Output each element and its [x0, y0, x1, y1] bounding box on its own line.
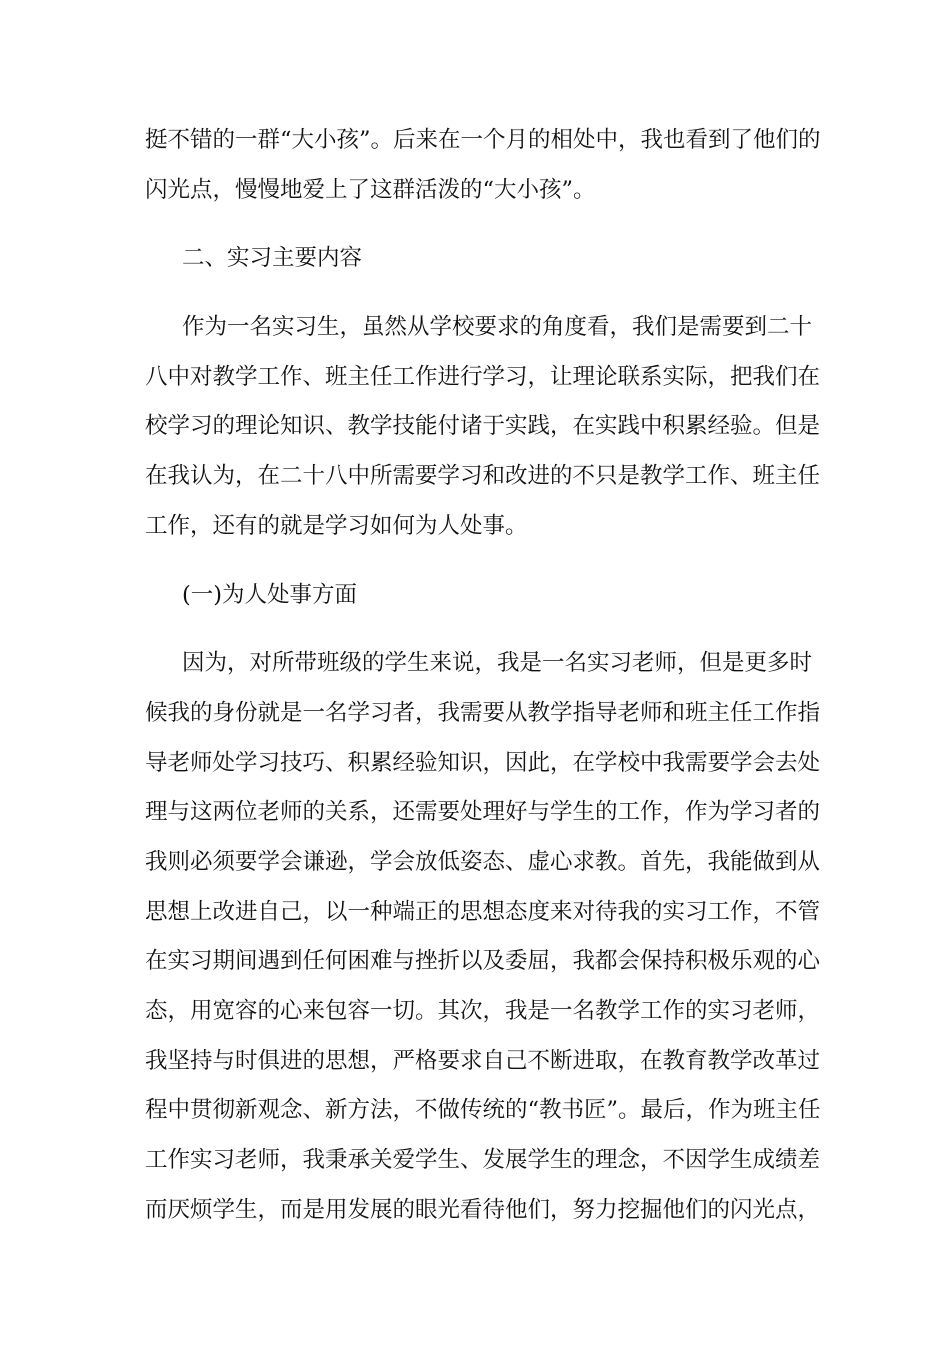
body-text-line: 在实习期间遇到任何困难与挫折以及委屈，我都会保持积极乐观的心: [145, 948, 821, 975]
body-text-line: 理与这两位老师的关系，还需要处理好与学生的工作，作为学习者的: [145, 799, 821, 826]
body-text-line: 作为一名实习生，虽然从学校要求的角度看，我们是需要到二十: [182, 314, 813, 341]
body-text-line: 八中对教学工作、班主任工作进行学习，让理论联系实际，把我们在: [145, 363, 821, 390]
body-text-line: 工作，还有的就是学习如何为人处事。: [145, 512, 528, 539]
body-text-line: 校学习的理论知识、教学技能付诸于实践，在实践中积累经验。但是: [145, 413, 821, 440]
document-page: [145, 116, 821, 1235]
body-text-line: 我则必须要学会谦逊，学会放低姿态、虚心求教。首先，我能做到从: [145, 848, 821, 875]
body-text-line: 在我认为，在二十八中所需要学习和改进的不只是教学工作、班主任: [145, 463, 821, 490]
body-text-line: 程中贯彻新观念、新方法，不做传统的“教书匠”。最后，作为班主任: [145, 1097, 821, 1124]
body-text-line: 工作实习老师，我秉承关爱学生、发展学生的理念，不因学生成绩差: [145, 1147, 821, 1174]
body-text-line: 候我的身份就是一名学习者，我需要从教学指导老师和班主任工作指: [145, 699, 821, 726]
body-text-line: 挺不错的一群“大小孩”。后来在一个月的相处中，我也看到了他们的: [145, 127, 821, 153]
body-text-line: 而厌烦学生，而是用发展的眼光看待他们，努力挖掘他们的闪光点，: [145, 1196, 821, 1223]
body-text-line: 因为，对所带班级的学生来说，我是一名实习老师，但是更多时: [182, 650, 813, 677]
body-text-line: 导老师处学习技巧、积累经验知识，因此，在学校中我需要学会去处: [145, 749, 821, 776]
body-text-line: 闪光点，慢慢地爱上了这群活泼的“大小孩”。: [145, 176, 596, 203]
section-heading: 二、实习主要内容: [182, 245, 363, 272]
body-text-line: 态，用宽容的心来包容一切。其次，我是一名教学工作的实习老师，: [145, 998, 821, 1024]
body-text-line: 思想上改进自己，以一种端正的思想态度来对待我的实习工作，不管: [145, 898, 821, 925]
body-text-line: 我坚持与时俱进的思想，严格要求自己不断进取，在教育教学改革过: [145, 1047, 821, 1074]
subsection-heading: (一)为人处事方面: [182, 581, 358, 608]
